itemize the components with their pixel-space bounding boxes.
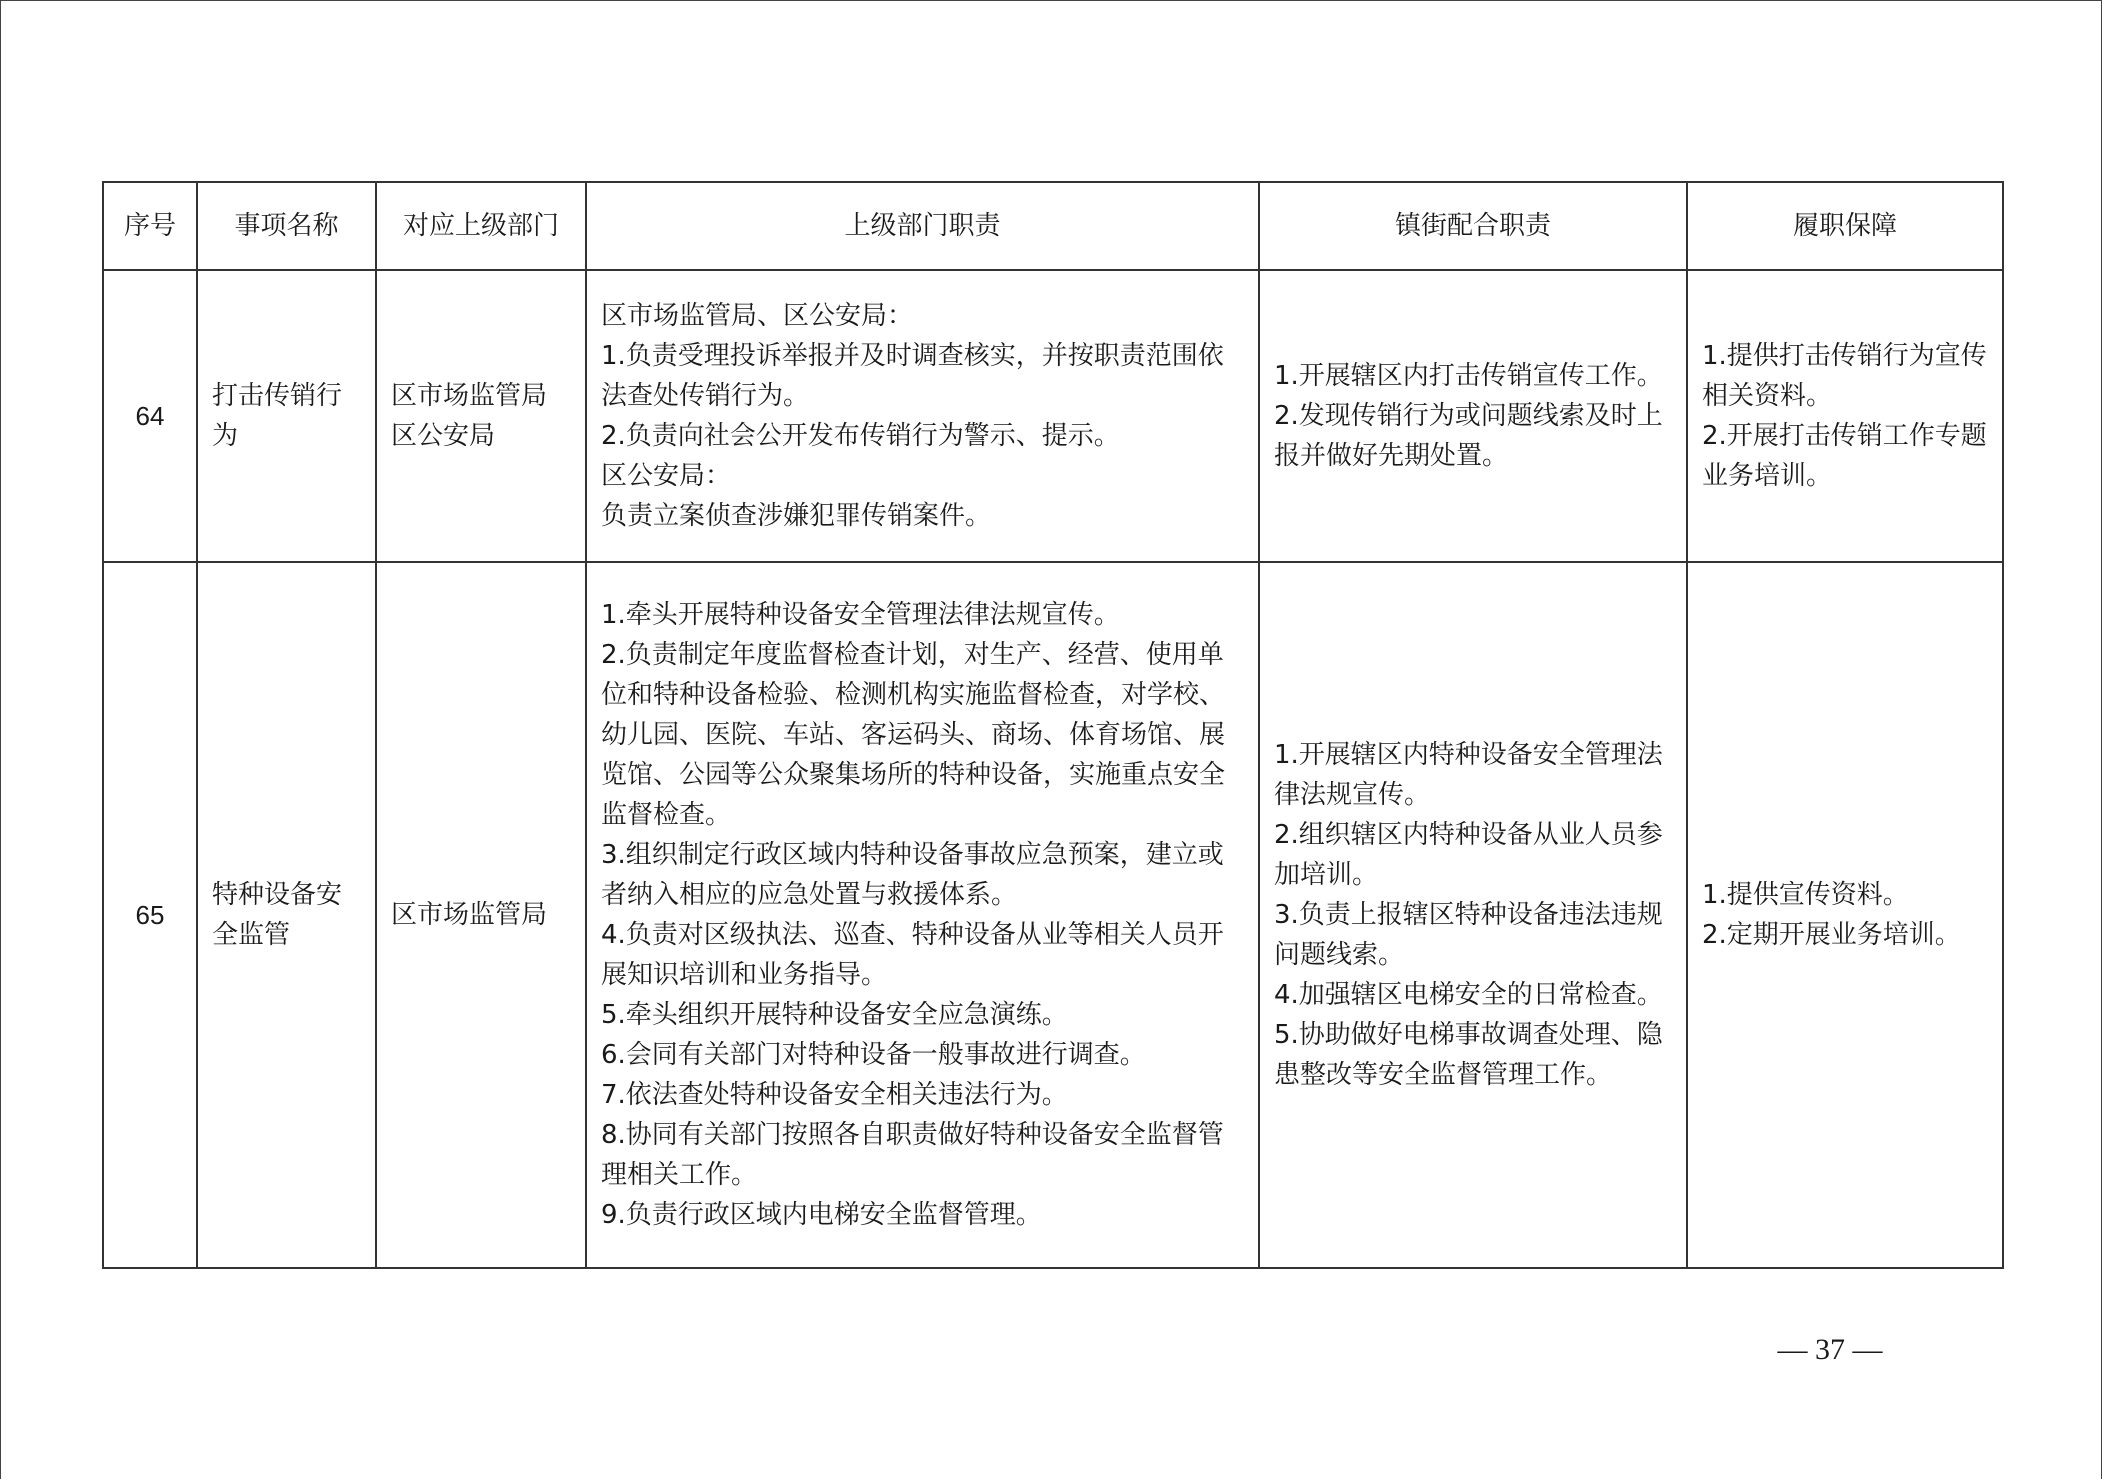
cell-text-line: 7.依法查处特种设备安全相关违法行为。 — [601, 1080, 1068, 1110]
cell-superior-duty — [586, 562, 1259, 1268]
cell-text-line: 2.负责制定年度监督检查计划，对生产、经营、使用单位和特种设备检验、检测机构实施监督检查，对学校、幼儿园、医院、车站、客运码头、商场、体育场馆、展览馆、公园等公众聚集场所的特种设备，实施重点安全监督检查。 — [601, 640, 1226, 830]
cell-no: 64 — [103, 270, 197, 562]
cell-text-line: 9.负责行政区域内电梯安全监督管理。 — [601, 1200, 1042, 1230]
cell-text-line: 2.定期开展业务培训。 — [1702, 920, 1961, 950]
cell-text-line: 5.协助做好电梯事故调查处理、隐患整改等安全监督管理工作。 — [1274, 1020, 1663, 1090]
cell-performance-guarantee — [1687, 270, 2003, 562]
cell-text-line: 2.组织辖区内特种设备从业人员参加培训。 — [1274, 820, 1663, 890]
cell-text-line: 负责立案侦查涉嫌犯罪传销案件。 — [601, 501, 992, 531]
duty-table — [102, 181, 2004, 1269]
cell-text-line: 1.开展辖区内打击传销宣传工作。 — [1274, 361, 1663, 391]
cell-text-line: 2.开展打击传销工作专题业务培训。 — [1702, 421, 1987, 491]
table-row — [103, 562, 2003, 1268]
header-superior-dept: 对应上级部门 — [376, 182, 586, 270]
cell-text-line: 区公安局： — [601, 461, 732, 491]
cell-text-line: 5.牵头组织开展特种设备安全应急演练。 — [601, 1000, 1068, 1030]
page-number: — 37 — — [1777, 1333, 1883, 1366]
cell-town-cooperation — [1259, 270, 1687, 562]
cell-text-line: 1.提供宣传资料。 — [1702, 880, 1909, 910]
cell-text-line: 3.负责上报辖区特种设备违法违规问题线索。 — [1274, 900, 1663, 970]
table-row — [103, 270, 2003, 562]
cell-text-line: 2.负责向社会公开发布传销行为警示、提示。 — [601, 421, 1120, 451]
cell-text-line: 区公安局 — [391, 421, 496, 451]
cell-text-line: 1.牵头开展特种设备安全管理法律法规宣传。 — [601, 600, 1120, 630]
cell-text-line: 区市场监管局 — [391, 900, 548, 930]
cell-superior-dept — [376, 270, 586, 562]
cell-item-name: 特种设备安全监管 — [197, 562, 376, 1268]
cell-text-line: 4.加强辖区电梯安全的日常检查。 — [1274, 980, 1663, 1010]
cell-town-cooperation — [1259, 562, 1687, 1268]
cell-text-line: 8.协同有关部门按照各自职责做好特种设备安全监督管理相关工作。 — [601, 1120, 1224, 1190]
cell-text-line: 区市场监管局 — [391, 381, 548, 411]
cell-performance-guarantee — [1687, 562, 2003, 1268]
cell-text-line: 1.开展辖区内特种设备安全管理法律法规宣传。 — [1274, 740, 1663, 810]
cell-no: 65 — [103, 562, 197, 1268]
header-town-cooperation: 镇街配合职责 — [1259, 182, 1687, 270]
cell-text-line: 1.负责受理投诉举报并及时调查核实，并按职责范围依法查处传销行为。 — [601, 341, 1224, 411]
cell-text-line: 区市场监管局、区公安局： — [601, 301, 914, 331]
cell-text-line: 3.组织制定行政区域内特种设备事故应急预案，建立或者纳入相应的应急处置与救援体系。 — [601, 840, 1224, 910]
cell-text-line: 4.负责对区级执法、巡查、特种设备从业等相关人员开展知识培训和业务指导。 — [601, 920, 1224, 990]
cell-text-line: 1.提供打击传销行为宣传相关资料。 — [1702, 341, 1987, 411]
header-no: 序号 — [103, 182, 197, 270]
table-header-row — [103, 182, 2003, 270]
cell-text-line: 2.发现传销行为或问题线索及时上报并做好先期处置。 — [1274, 401, 1663, 471]
cell-text-line: 6.会同有关部门对特种设备一般事故进行调查。 — [601, 1040, 1146, 1070]
cell-superior-duty — [586, 270, 1259, 562]
header-performance-guarantee: 履职保障 — [1687, 182, 2003, 270]
header-superior-duty: 上级部门职责 — [586, 182, 1259, 270]
cell-item-name: 打击传销行为 — [197, 270, 376, 562]
cell-superior-dept — [376, 562, 586, 1268]
header-item-name: 事项名称 — [197, 182, 376, 270]
